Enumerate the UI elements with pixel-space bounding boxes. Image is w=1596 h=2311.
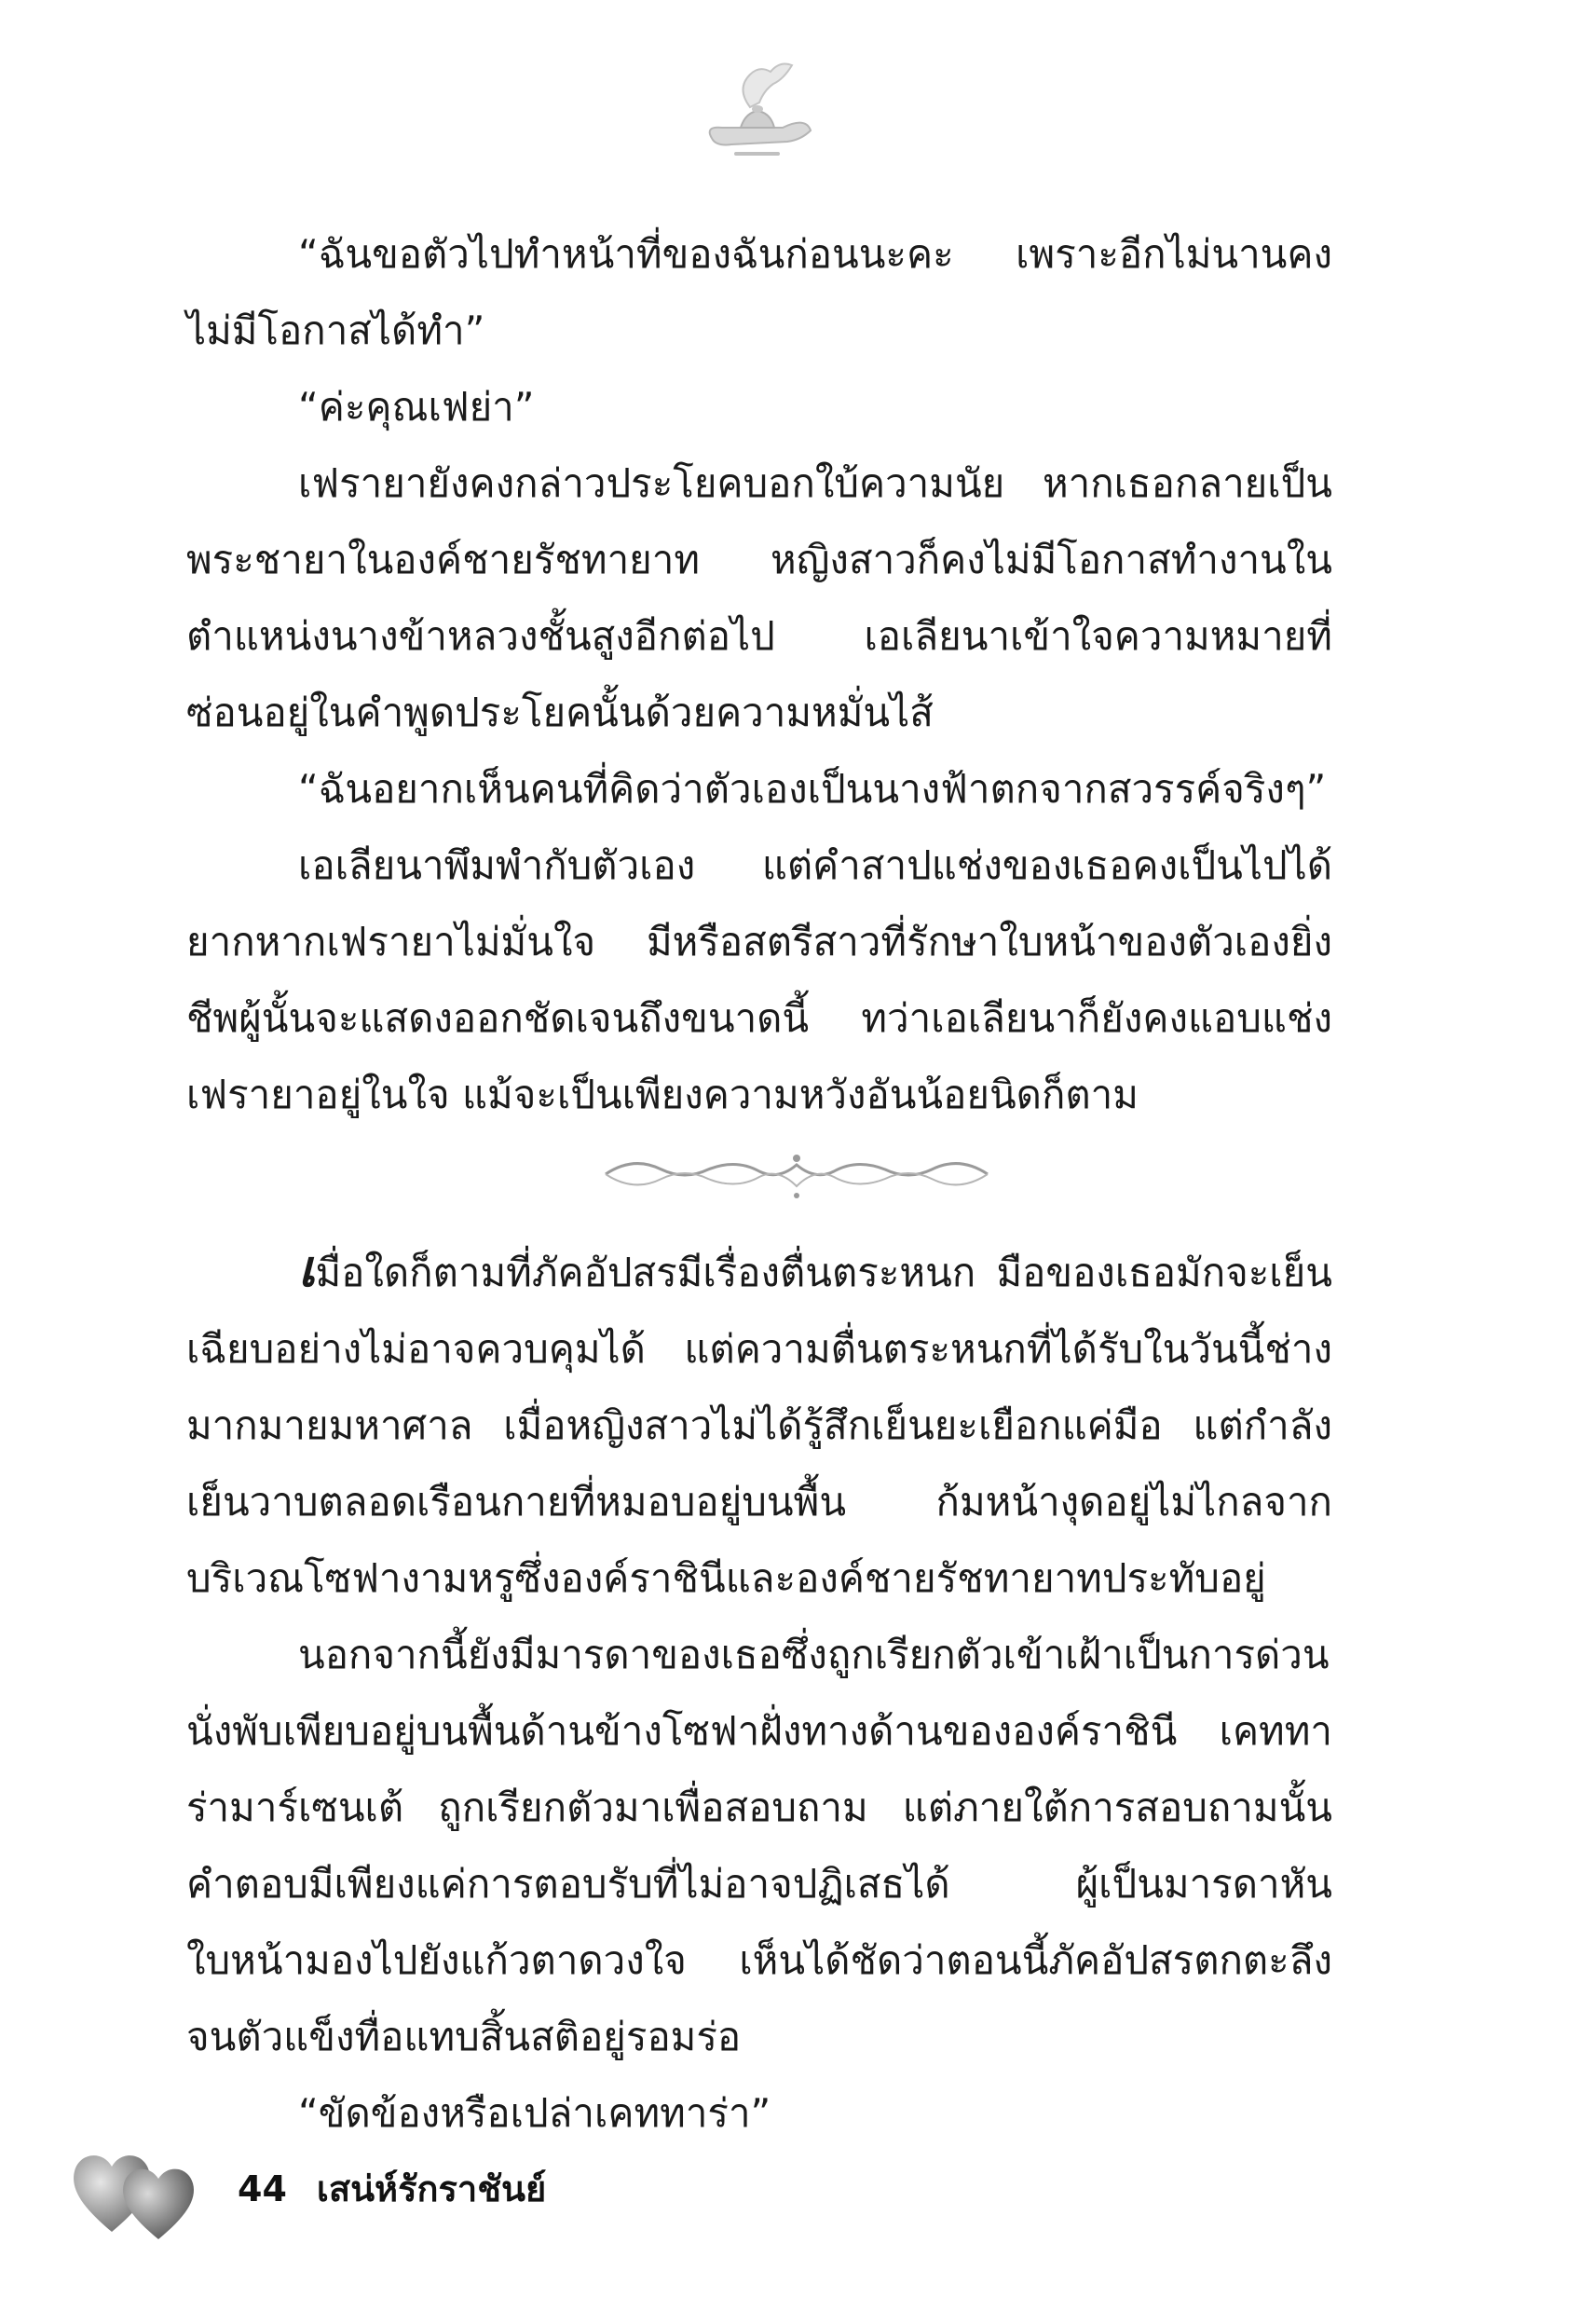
- genie-lamp-ornament: [694, 51, 820, 168]
- paragraph: เฟรายายังคงกล่าวประโยคบอกใบ้ความนัย หากเธอกลายเป็นพระชายาในองค์ชายรัชทายาท หญิงสาวก็คงไม่มีโอกาสทำงานในตำแหน่งนางข้าหลวงชั้นสูงอีกต่อไป เอเลียนาเข้าใจความหมายที่ซ่อนอยู่ในคำพูดประโยคนั้นด้วยความหมั่นไส้: [186, 460, 1332, 735]
- page-number: 44: [238, 2168, 287, 2209]
- page-footer: [238, 2160, 546, 2217]
- paragraph: “ค่ะคุณเฟย่า”: [298, 384, 535, 430]
- dropcap: เ: [298, 1238, 316, 1298]
- paragraph: เอเลียนาพึมพำกับตัวเอง แต่คำสาปแช่งของเธอคงเป็นไปได้ยากหากเฟรายาไม่มั่นใจ มีหรือสตรีสาวที่รักษาใบหน้าของตัวเองยิ่งชีพผู้นั้นจะแสดงออกชัดเจนถึงขนาดนี้ ทว่าเอเลียนาก็ยังคงแอบแช่งเฟรายาอยู่ในใจ แม้จะเป็นเพียงความหวังอันน้อยนิดก็ตาม: [186, 842, 1332, 1117]
- body-text-top: [186, 216, 1332, 1133]
- paragraph: “ฉันขอตัวไปทำหน้าที่ของฉันก่อนนะคะ เพราะอีกไม่นานคงไม่มีโอกาสได้ทำ”: [186, 231, 1332, 353]
- paragraph: “ฉันอยากเห็นคนที่คิดว่าตัวเองเป็นนางฟ้าตกจากสวรรค์จริงๆ”: [298, 766, 1327, 812]
- paragraph-text: มื่อใดก็ตามที่ภัคอัปสรมีเรื่องตื่นตระหนก มือของเธอมักจะเย็นเฉียบอย่างไม่อาจควบคุมได้ แต่ความตื่นตระหนกที่ได้รับในวันนี้ช่างมากมายมหาศาล เมื่อหญิงสาวไม่ได้รู้สึกเย็นยะเยือกแค่มือ แต่กำลังเย็นวาบตลอดเรือนกายที่หมอบอยู่บนพื้น ก้มหน้างุดอยู่ไม่ไกลจากบริเวณโซฟางามหรูซึ่งองค์ราชินีและองค์ชายรัชทายาทประทับอยู่: [186, 1250, 1332, 1601]
- book-title: เสน่ห์รักราชันย์: [316, 2168, 547, 2209]
- paragraph: “ขัดข้องหรือเปล่าเคททาร่า”: [298, 2090, 771, 2136]
- hearts-icon: [65, 2120, 214, 2250]
- scroll-divider-ornament: [596, 1142, 997, 1207]
- paragraph: นอกจากนี้ยังมีมารดาของเธอซึ่งถูกเรียกตัวเข้าเฝ้าเป็นการด่วนนั่งพับเพียบอยู่บนพื้นด้านข้างโซฟาฝั่งทางด้านขององค์ราชินี เคททาร่ามาร์เซนเต้ ถูกเรียกตัวมาเพื่อสอบถาม แต่ภายใต้การสอบถามนั้นคำตอบมีเพียงแค่การตอบรับที่ไม่อาจปฏิเสธได้ ผู้เป็นมารดาหันใบหน้ามองไปยังแก้วตาดวงใจ เห็นได้ชัดว่าตอนนี้ภัคอัปสรตกตะลึงจนตัวแข็งทื่อแทบสิ้นสติอยู่รอมร่อ: [186, 1632, 1332, 2059]
- chapter-opening-paragraph: [186, 1230, 1332, 1617]
- body-text-bottom: [186, 1230, 1332, 2152]
